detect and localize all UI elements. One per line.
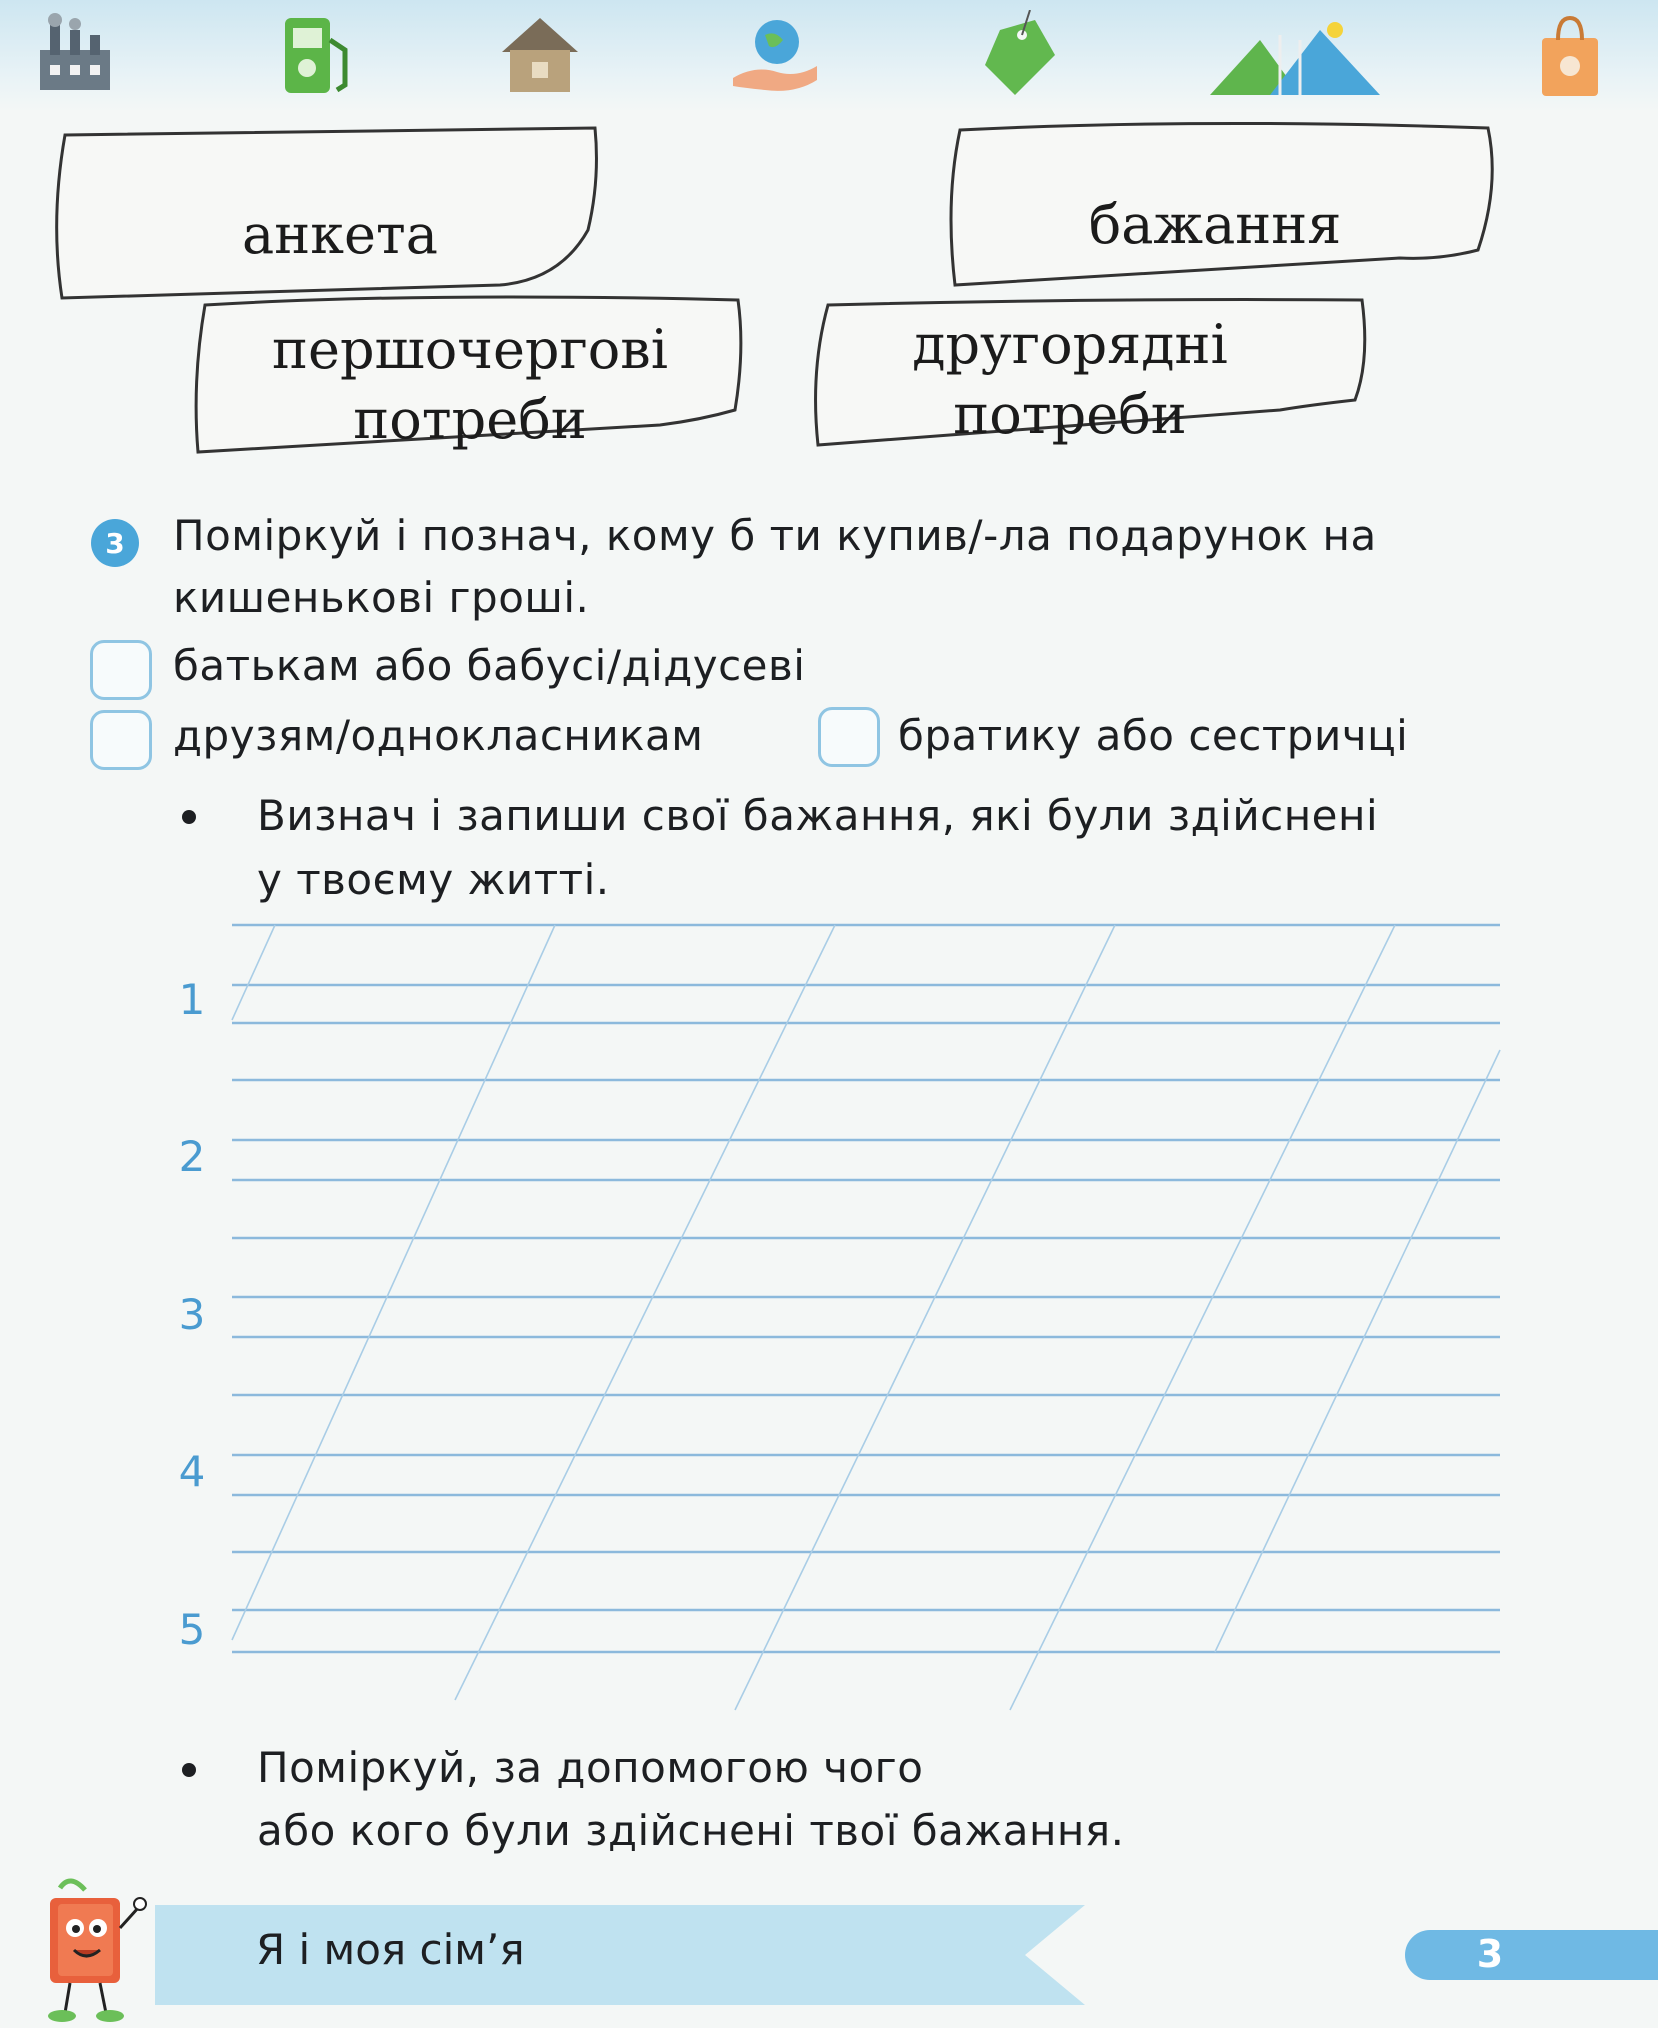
checkbox-parents[interactable] [90, 640, 152, 700]
bullet-dot [182, 810, 196, 824]
task-question-line2: кишенькові гроші. [173, 573, 590, 622]
card-pershochergovi-line2: потреби [353, 388, 587, 451]
bullet1-line1: Визнач і запиши свої бажання, які були здійснені [257, 791, 1379, 840]
card-druhoriadni-line2: потреби [953, 383, 1187, 446]
option-siblings-label: братику або сестричці [898, 711, 1409, 760]
line-number-1: 1 [178, 975, 206, 1024]
line-number-2: 2 [178, 1132, 206, 1181]
book-mascot-icon [30, 1868, 150, 2028]
card-druhoriadni-line1: другорядні [912, 313, 1228, 376]
option-parents-label: батькам або бабусі/дідусеві [173, 641, 806, 690]
card-bazhannia: бажання [1088, 193, 1342, 256]
task-number-badge: 3 [91, 519, 139, 567]
footer-section-title: Я і моя сім’я [256, 1925, 525, 1974]
bullet2-line1: Поміркуй, за допомогою чого [257, 1743, 924, 1792]
page-number: 3 [1476, 1932, 1504, 1976]
bullet2-line2: або кого були здійснені твої бажання. [257, 1806, 1125, 1855]
checkbox-siblings[interactable] [818, 707, 880, 767]
checkbox-friends[interactable] [90, 710, 152, 770]
line-number-4: 4 [178, 1447, 206, 1496]
bullet1-line2: у твоєму житті. [257, 855, 610, 904]
line-number-3: 3 [178, 1290, 206, 1339]
line-number-5: 5 [178, 1605, 206, 1654]
writing-lines[interactable] [0, 900, 1658, 1730]
card-pershochergovi-line1: першочергові [272, 318, 668, 381]
bullet-dot [182, 1763, 196, 1777]
card-anketa: анкета [242, 203, 438, 266]
option-friends-label: друзям/однокласникам [173, 711, 704, 760]
task-question-line1: Поміркуй і познач, кому б ти купив/-ла подарунок на [173, 511, 1377, 560]
page-number-tab [1405, 1930, 1658, 1980]
